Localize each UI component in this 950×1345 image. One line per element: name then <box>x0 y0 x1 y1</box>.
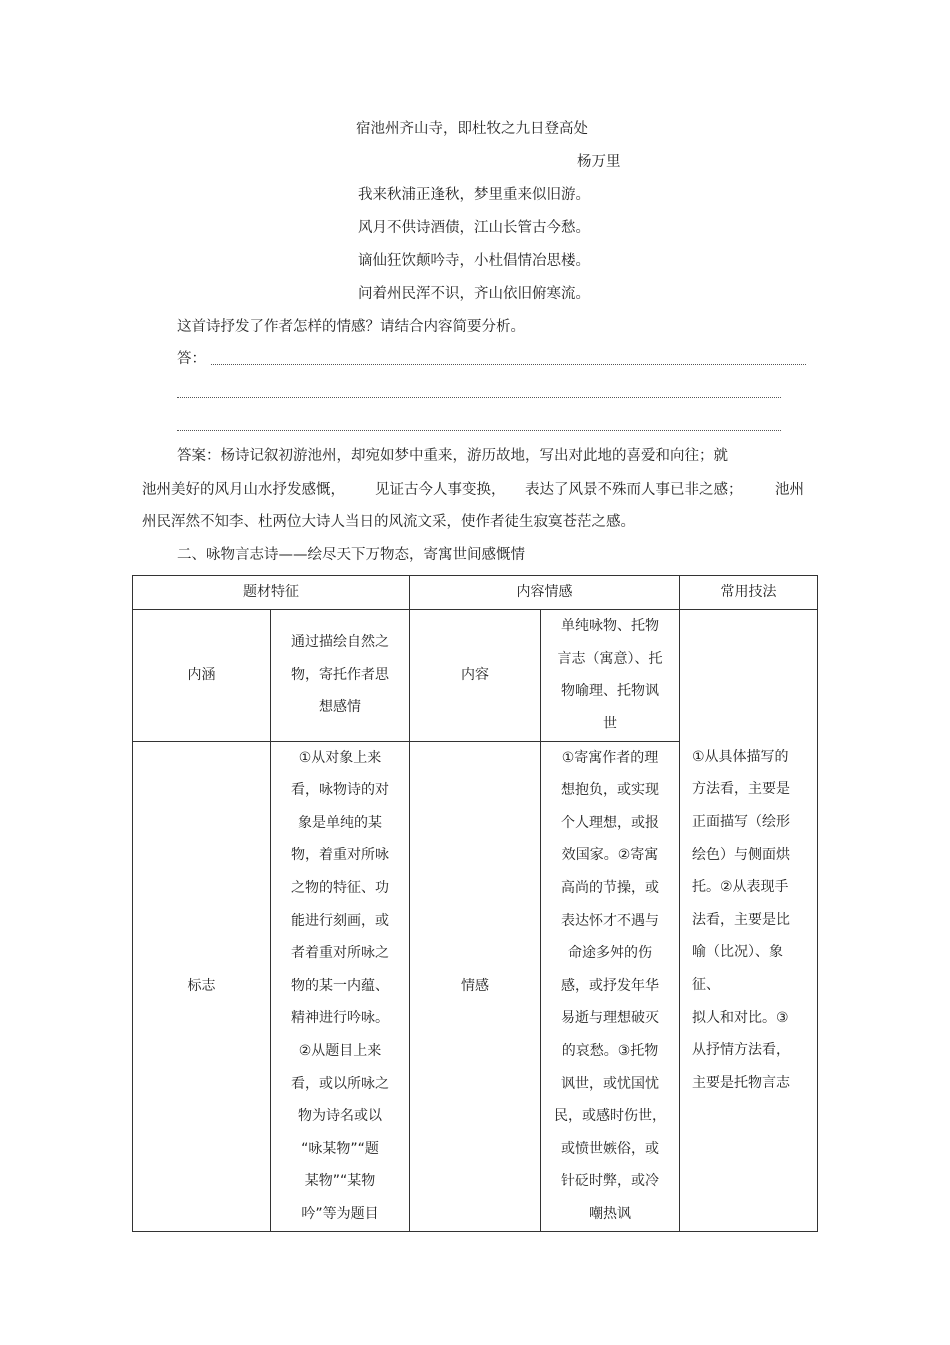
sign-line: 物的某一内蕴、 <box>291 977 389 994</box>
answer-line-2[interactable] <box>177 397 781 398</box>
sign-line: 看，咏物诗的对 <box>291 782 389 799</box>
emotion-line: 易逝与理想破灭 <box>561 1010 659 1027</box>
section-heading: 二、咏物言志诗——绘尽天下万物态，寄寓世间感慨情 <box>177 547 525 563</box>
sign-line: 象是单纯的某 <box>298 814 382 831</box>
content-description <box>541 609 680 741</box>
technique-line: 方法看，主要是 <box>692 781 790 798</box>
emotion-line: 高尚的节操，或 <box>561 879 659 896</box>
emotion-line: 讽世，或忧国忧 <box>561 1075 659 1092</box>
poem-line-1: 我来秋浦正逢秋，梦里重来似旧游。 <box>358 187 590 203</box>
emotion-line: 针砭时弊，或冷 <box>561 1173 659 1190</box>
sign-line: ②从题目上来 <box>298 1042 382 1059</box>
row-label-emotion: 情感 <box>410 741 541 1231</box>
technique-line: 从抒情方法看， <box>692 1042 790 1059</box>
header-content-emotion: 内容情感 <box>410 576 680 610</box>
emotion-line: ①寄寓作者的理 <box>561 749 659 766</box>
meaning-line: 想感情 <box>319 699 361 716</box>
technique-line: ①从具体描写的 <box>692 748 789 765</box>
answer-line-3[interactable] <box>177 430 781 431</box>
header-subject: 题材特征 <box>133 576 410 610</box>
technique-line: 正面描写（绘形 <box>692 813 790 830</box>
sign-line: 吟”等为题目 <box>301 1205 379 1222</box>
meaning-line: 物，寄托作者思 <box>291 666 389 683</box>
header-techniques: 常用技法 <box>680 576 818 610</box>
technique-line: 绘色）与侧面烘 <box>692 846 790 863</box>
answer-line-2b: 见证古今人事变换， <box>375 482 506 498</box>
technique-line: 主要是托物言志 <box>692 1074 790 1091</box>
poetry-feature-table <box>132 575 818 1232</box>
emotion-line: 嘲热讽 <box>589 1205 631 1222</box>
poem-line-3: 谪仙狂饮颠吟寺，小杜倡情冶思楼。 <box>358 253 590 269</box>
poem-line-4: 问着州民浑不识，齐山依旧俯寒流。 <box>358 286 590 302</box>
sign-line: 物为诗名或以 <box>298 1108 382 1125</box>
answer-prefix: 答： <box>177 351 206 367</box>
answer-line-2d: 池州 <box>775 482 804 498</box>
answer-line-1[interactable] <box>211 364 806 365</box>
technique-line: 托。②从表现手 <box>692 879 789 896</box>
content-line: 世 <box>603 715 617 732</box>
emotion-line: 的哀愁。③托物 <box>561 1042 659 1059</box>
sign-line: 物，着重对所咏 <box>291 847 389 864</box>
techniques-cell <box>680 609 818 1231</box>
emotion-line: 民，或感时伤世， <box>554 1108 666 1125</box>
sign-line: 精神进行吟咏。 <box>291 1010 389 1027</box>
technique-line: 喻（比况）、象征、 <box>692 944 783 993</box>
content-line: 单纯咏物、托物 <box>561 617 659 634</box>
poem-author: 杨万里 <box>577 154 621 170</box>
answer-line-1-text: 答案：杨诗记叙初游池州，却宛如梦中重来，游历故地，写出对此地的喜爱和向往；就 <box>177 448 728 464</box>
content-line: 物喻理、托物讽 <box>561 683 659 700</box>
meaning-description <box>271 609 410 741</box>
row-label-meaning: 内涵 <box>133 609 271 741</box>
meaning-line: 通过描绘自然之 <box>291 634 389 651</box>
content-line: 言志（寓意）、托 <box>557 650 663 667</box>
sign-line: “咏某物”“题 <box>301 1140 379 1157</box>
emotion-description <box>541 741 680 1231</box>
sign-line: ①从对象上来 <box>298 749 382 766</box>
emotion-line: 或愤世嫉俗，或 <box>561 1140 659 1157</box>
emotion-line: 表达怀才不遇与 <box>561 912 659 929</box>
sign-line: 看，或以所咏之 <box>291 1075 389 1092</box>
sign-line: 之物的特征、功 <box>291 879 389 896</box>
answer-line-2a: 池州美好的风月山水抒发感慨， <box>142 482 345 498</box>
sign-line: 者着重对所咏之 <box>291 945 389 962</box>
poem-line-2: 风月不供诗酒债，江山长管古今愁。 <box>358 220 590 236</box>
emotion-line: 感，或抒发年华 <box>561 977 659 994</box>
emotion-line: 个人理想，或报 <box>561 814 659 831</box>
sign-description <box>271 741 410 1231</box>
sign-line: 某物”“某物 <box>304 1173 376 1190</box>
question-text: 这首诗抒发了作者怎样的情感？请结合内容简要分析。 <box>177 319 525 335</box>
row-label-sign: 标志 <box>133 741 271 1231</box>
row-label-content: 内容 <box>410 609 541 741</box>
poem-title: 宿池州齐山寺，即杜牧之九日登高处 <box>356 121 588 137</box>
answer-line-3-text: 州民浑然不知李、杜两位大诗人当日的风流文采，使作者徒生寂寞苍茫之感。 <box>142 514 635 530</box>
emotion-line: 想抱负，或实现 <box>561 782 659 799</box>
emotion-line: 命途多舛的伤 <box>568 945 652 962</box>
technique-line: 拟人和对比。③ <box>692 1009 789 1026</box>
technique-line: 法看，主要是比 <box>692 911 790 928</box>
answer-line-2c: 表达了风景不殊而人事已非之感； <box>525 482 743 498</box>
sign-line: 能进行刻画，或 <box>291 912 389 929</box>
emotion-line: 效国家。②寄寓 <box>561 847 659 864</box>
